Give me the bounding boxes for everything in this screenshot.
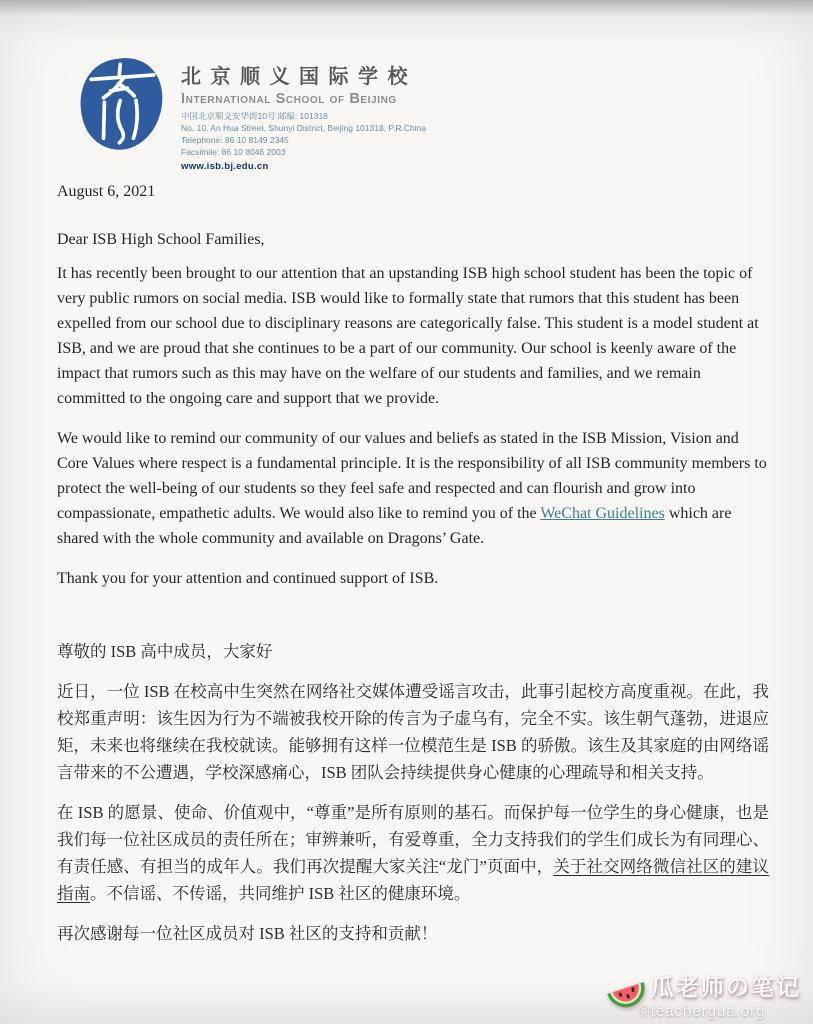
isb-seal-logo-icon	[78, 56, 166, 152]
address-english: No. 10, An Hua Street, Shunyi District, Beijing 101318, P.R.China	[181, 123, 427, 133]
school-name-english: International School of Beijing	[181, 91, 397, 107]
salutation-english: Dear ISB High School Families,	[57, 231, 265, 248]
wechat-guidelines-link[interactable]: WeChat Guidelines	[540, 505, 665, 522]
watermark	[603, 965, 801, 1020]
telephone-line: Telephone: 86 10 8149 2345	[181, 135, 289, 145]
chinese-closing: 再次感谢每一位社区成员对 ISB 社区的支持和贡献！	[57, 924, 438, 943]
watermelon-icon	[603, 965, 649, 1011]
english-paragraph-2-tail: which are shared with the whole community and available on Dragons’ Gate.	[57, 505, 732, 547]
school-name-chinese: 北京顺义国际学校	[181, 66, 417, 88]
english-paragraph-1: It has recently been brought to our attention that an upstanding ISB high school student has been the topic of very public rumors on social media. ISB would like to formally state that rumors that this student has been expelled from our school due to disciplinary reasons are categorically false. This student is a model student at ISB, and we are proud that she continues to be a part of our community. Our school is keenly aware of the impact that rumors such as this may have on the welfare of our students and families, and we remain committed to the ongoing care and support that we provide.	[57, 265, 759, 407]
chinese-paragraph-2-text: 在 ISB 的愿景、使命、价值观中，“尊重”是所有原则的基石。而保护每一位学生的身心健康，也是我们每一位社区成员的责任所在；审辨兼听，有爱尊重，全力支持我们的学生们成长为有同理心、有责任感、有担当的成年人。我们再次提醒大家关注“龙门”页面中，	[57, 803, 769, 876]
watermark-site: ©teachergua.org	[638, 1003, 766, 1020]
chinese-paragraph-1: 近日，一位 ISB 在校高中生突然在网络社交媒体遭受谣言攻击，此事引起校方高度重视。在此，我校郑重声明：该生因为行为不端被我校开除的传言为子虚乌有，完全不实。该生朝气蓬勃，进退应矩，未来也将继续在我校就读。能够拥有这样一位模范生是 ISB 的骄傲。该生及其家庭的由网络谣言带来的不公遭遇，学校深感痛心，ISB 团队会持续提供身心健康的心理疏导和相关支持。	[57, 682, 769, 782]
watermark-title: 瓜老师の笔记	[651, 973, 801, 1000]
facsimile-line: Facsimile: 86 10 8046 2003	[181, 147, 286, 157]
english-letter	[57, 179, 769, 606]
letterhead	[78, 56, 426, 172]
chinese-paragraph-2	[57, 799, 769, 907]
website-url: www.isb.bj.edu.cn	[181, 161, 269, 172]
chinese-paragraph-2-tail: 。不信谣、不传谣，共同维护 ISB 社区的健康环境。	[90, 884, 471, 903]
english-paragraph-2	[57, 426, 769, 551]
address-chinese: 中国北京顺义安华街10号 邮编: 101318	[181, 111, 328, 121]
chinese-letter	[57, 638, 769, 960]
english-closing: Thank you for your attention and continued support of ISB.	[57, 570, 439, 587]
english-paragraph-2-text: We would like to remind our community of our values and beliefs as stated in the ISB Mission, Vision and Core Values where respect is a fundamental principle. It is the responsibility of all ISB community members to protect the well-being of our students so they feel safe and respected and can flourish and grow into compassionate, empathetic adults. We would also like to remind you of the	[57, 430, 767, 522]
letter-date: August 6, 2021	[57, 183, 156, 200]
wechat-community-guidelines-link[interactable]: 关于社交网络微信社区的建议指南	[57, 857, 769, 903]
salutation-chinese: 尊敬的 ISB 高中成员，大家好	[57, 642, 273, 661]
